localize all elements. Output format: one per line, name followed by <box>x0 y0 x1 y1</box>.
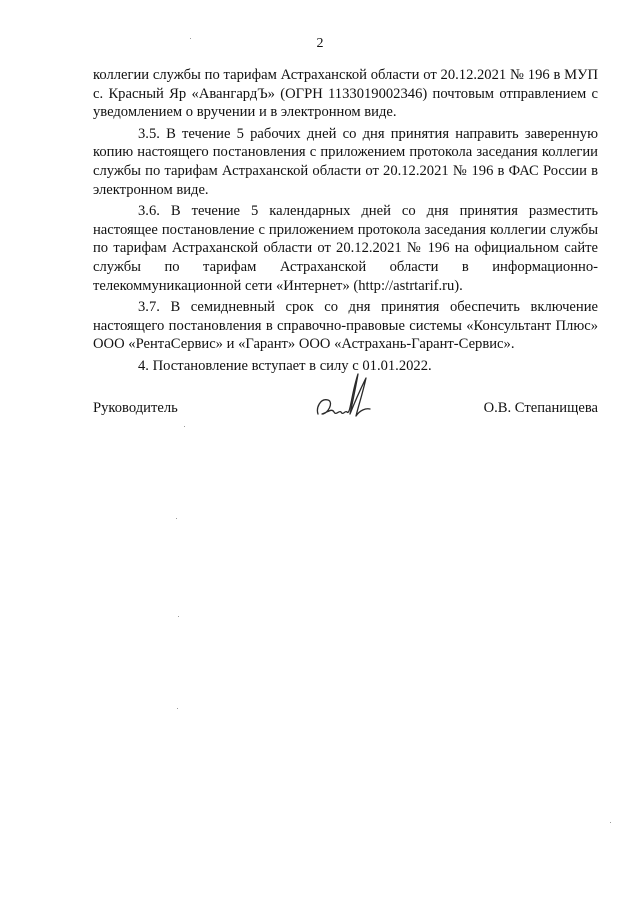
scan-artifact <box>184 426 185 427</box>
signer-position: Руководитель <box>93 400 178 416</box>
signature-block <box>93 400 598 420</box>
scan-artifact <box>178 616 179 617</box>
paragraph-continuation: коллегии службы по тарифам Астраханской области от 20.12.2021 № 196 в МУП с. Красный Яр «АвангардЪ» (ОГРН 1133019002346) почтовым отправлением с уведомлением о вручении и в электронном виде. <box>93 67 598 121</box>
paragraph-3-5: 3.5. В течение 5 рабочих дней со дня принятия направить заверенную копию настоящего постановления с приложением протокола заседания коллегии службы по тарифам Астраханской области от 20.12.2021 № 196 в ФАС России в электронном виде. <box>93 125 598 198</box>
scan-artifact <box>190 38 191 39</box>
scan-artifact <box>610 822 611 823</box>
paragraph-4: 4. Постановление вступает в силу с 01.01.2022. <box>138 357 432 374</box>
page-number: 2 <box>316 36 324 51</box>
paragraph-3-6: 3.6. В течение 5 календарных дней со дня принятия разместить настоящее постановление с приложением протокола заседания коллегии службы по тарифам Астраханской области от 20.12.2021 № 196 на официальном сайте службы по тарифам Астраханской области в информационно-телекоммуникационной сети «Интернет» (http://astrtarif.ru). <box>93 203 598 294</box>
signer-name: О.В. Степанищева <box>483 400 598 416</box>
scan-artifact <box>176 518 177 519</box>
scan-artifact <box>177 708 178 709</box>
handwritten-signature <box>312 368 374 430</box>
document-body <box>93 66 598 379</box>
paragraph-3-7: 3.7. В семидневный срок со дня принятия обеспечить включение настоящего постановления в справочно-правовые системы «Консультант Плюс» ООО «РентаСервис» и «Гарант» ООО «Астрахань-Гарант-Сервис». <box>93 299 598 353</box>
